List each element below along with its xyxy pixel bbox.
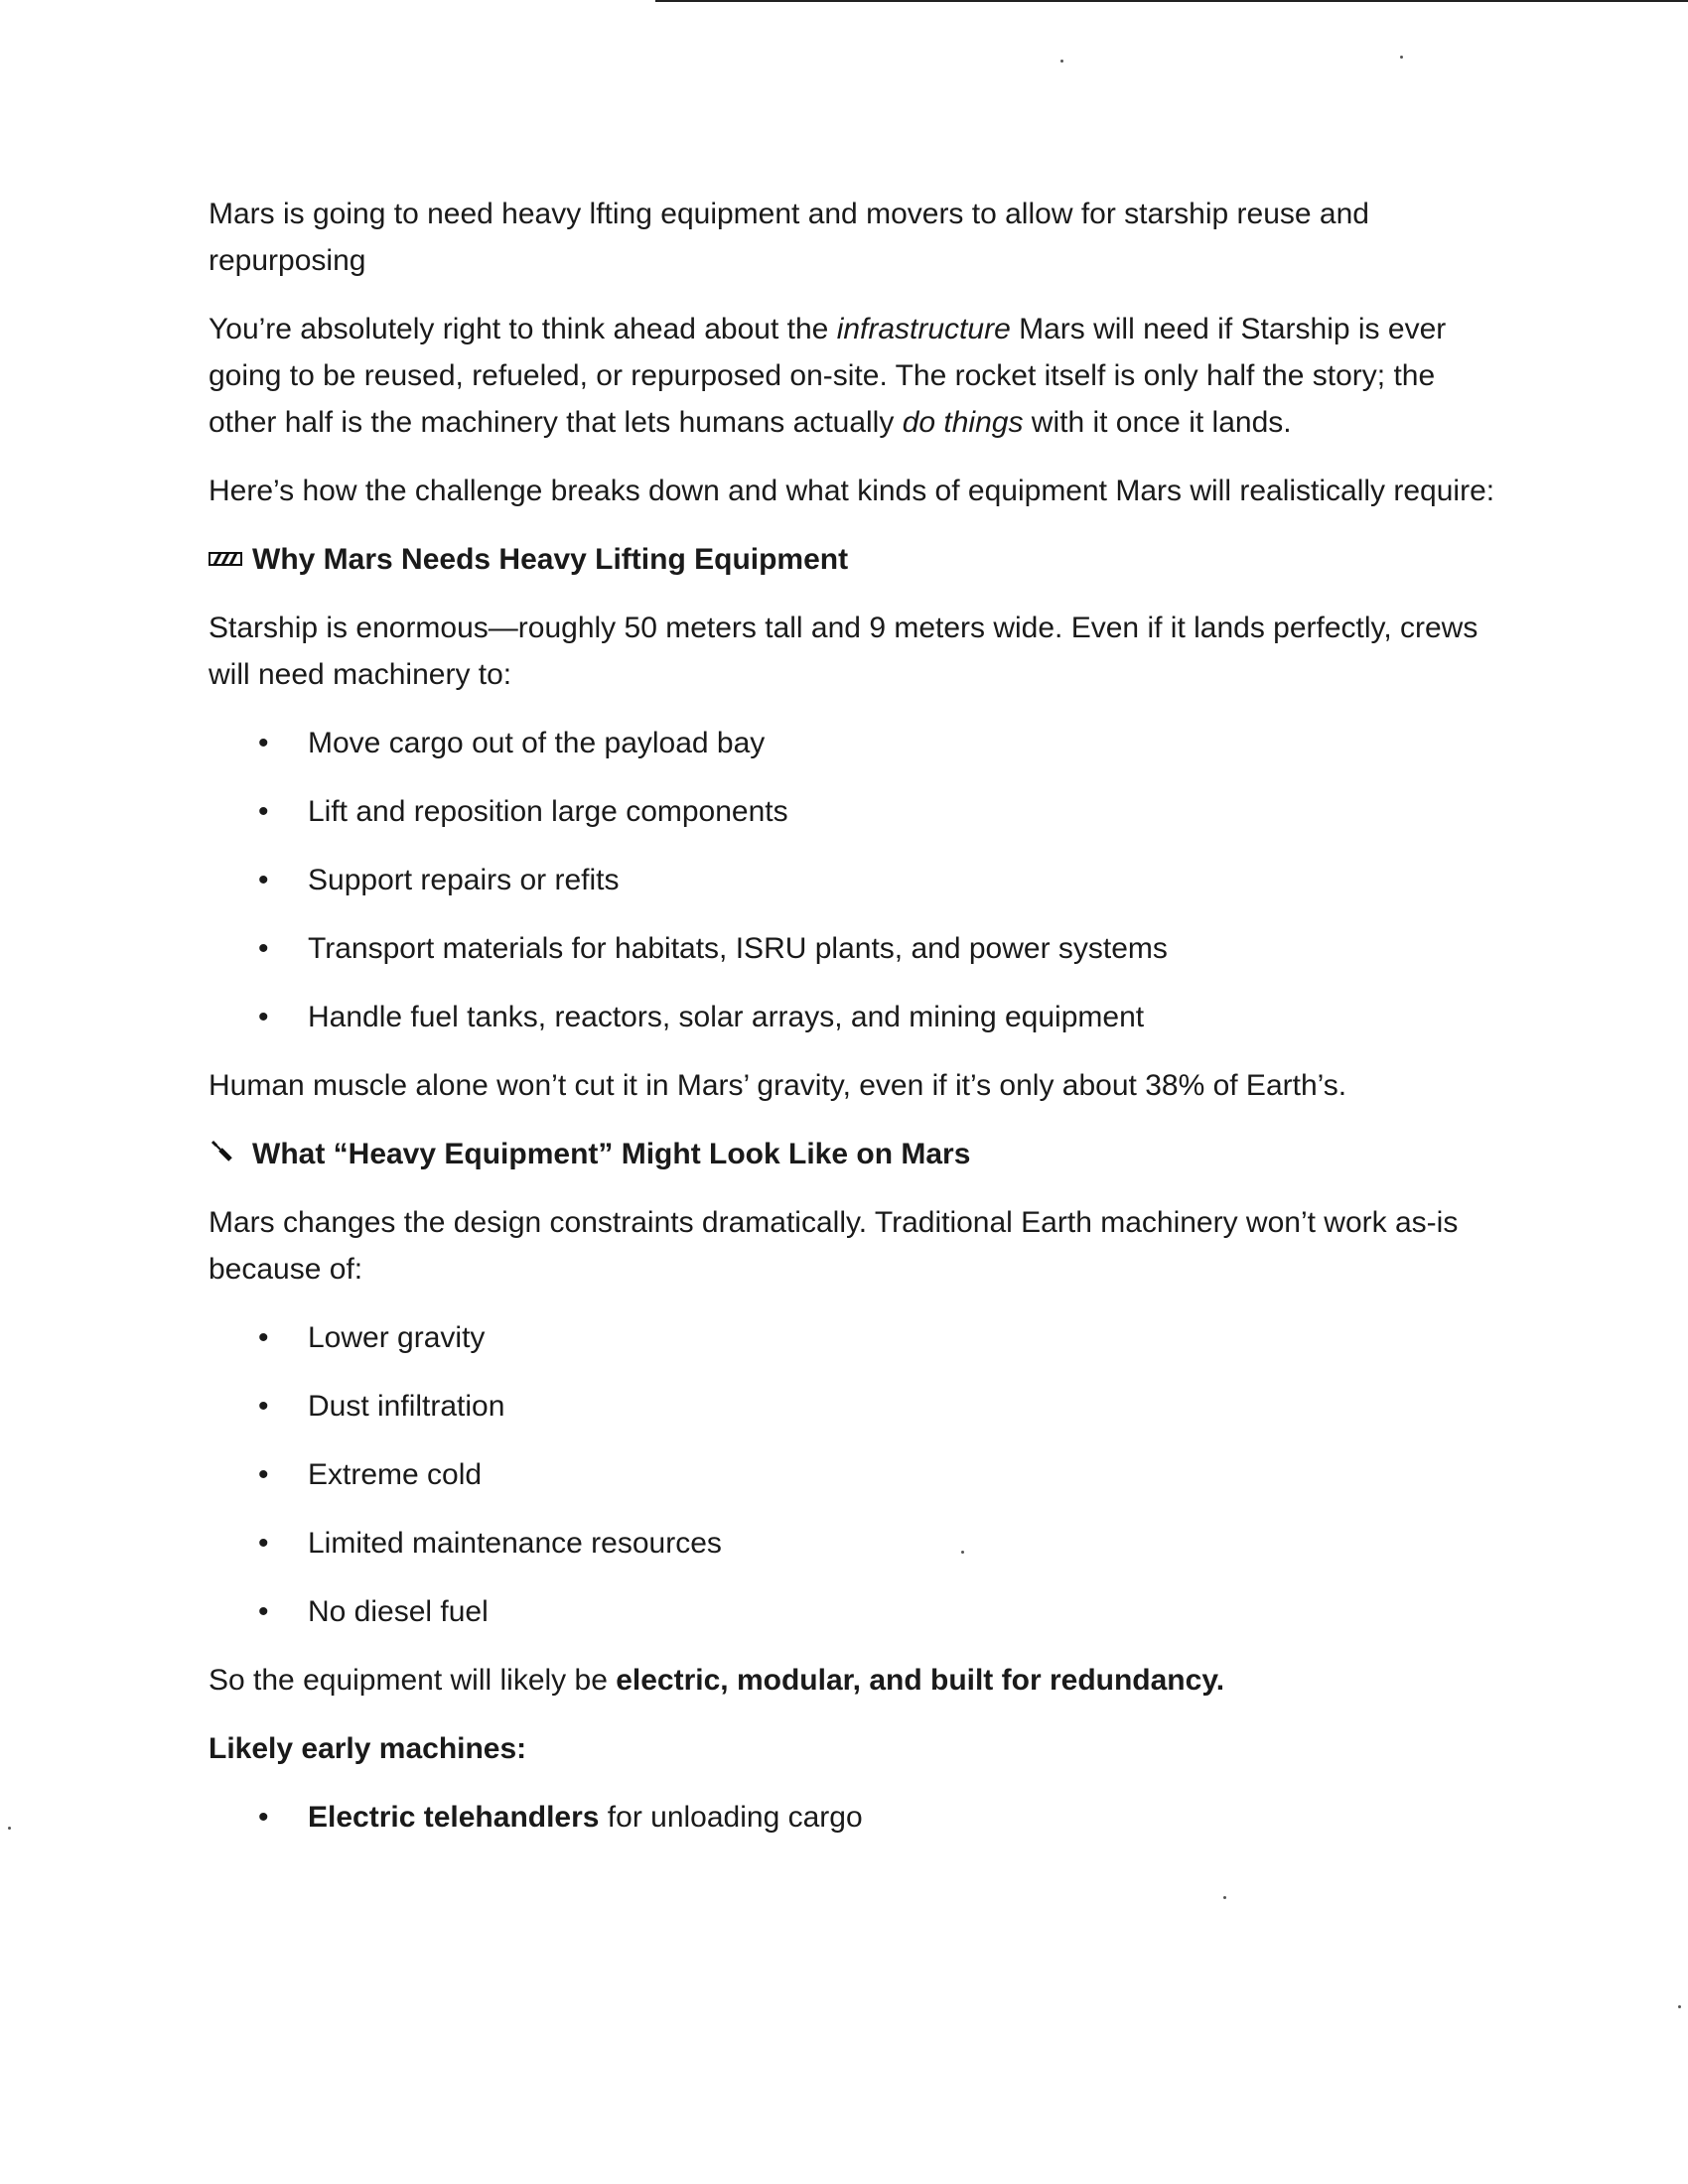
section2-list bbox=[209, 1314, 1499, 1635]
machines-heading-text: Likely early machines: bbox=[209, 1732, 527, 1765]
section1-paragraph: Starship is enormous—roughly 50 meters tall and 9 meters wide. Even if it lands perfectly, crews will need machinery to: bbox=[209, 612, 1478, 691]
section2-summary bbox=[209, 1657, 1499, 1704]
summary-text: So the equipment will likely be bbox=[209, 1664, 617, 1697]
scan-top-edge bbox=[655, 0, 1688, 2]
list-item: • No diesel fuel bbox=[308, 1588, 1499, 1635]
machines-list bbox=[209, 1794, 1499, 1841]
section-heading-what-text: What “Heavy Equipment” Might Look Like on Mars bbox=[252, 1138, 971, 1170]
list-item: • Move cargo out of the payload bay bbox=[308, 720, 1499, 766]
section-heading-what bbox=[209, 1131, 1499, 1177]
scan-speck bbox=[961, 1551, 964, 1554]
machine-desc: for unloading cargo bbox=[599, 1801, 863, 1834]
scan-speck bbox=[1400, 56, 1403, 59]
document-page bbox=[209, 191, 1499, 1862]
intro-paragraph bbox=[209, 306, 1499, 446]
list-item: • Transport materials for habitats, ISRU plants, and power systems bbox=[308, 925, 1499, 972]
list-item bbox=[308, 1794, 1499, 1841]
scan-speck bbox=[8, 1827, 11, 1830]
machine-name: Electric telehandlers bbox=[308, 1801, 600, 1834]
intro-text-3: with it once it lands. bbox=[1023, 406, 1292, 439]
section2-paragraph: Mars changes the design constraints dramatically. Traditional Earth machinery won’t work as-is because of: bbox=[209, 1206, 1459, 1286]
intro-paragraph-2: Here’s how the challenge breaks down and what kinds of equipment Mars will realistically require: bbox=[209, 475, 1495, 507]
list-item: • Limited maintenance resources bbox=[308, 1520, 1499, 1567]
intro-title: Mars is going to need heavy lfting equipment and movers to allow for starship reuse and repurposing bbox=[209, 198, 1369, 277]
construction-barrier-icon bbox=[209, 536, 252, 583]
section-heading-why bbox=[209, 536, 1499, 583]
list-item: • Handle fuel tanks, reactors, solar arrays, and mining equipment bbox=[308, 994, 1499, 1040]
machines-heading bbox=[209, 1725, 1499, 1772]
scan-speck bbox=[1060, 60, 1063, 63]
emphasis-infrastructure: infrastructure bbox=[836, 313, 1011, 345]
section1-list bbox=[209, 720, 1499, 1040]
list-item: • Dust infiltration bbox=[308, 1383, 1499, 1430]
intro-text-2: Mars will need if Starship is ever going to be reused, refueled, or repurposed on-site. The rocket itself is only half the story; the other half is the machinery that lets humans actually bbox=[209, 313, 1447, 439]
emphasis-do-things: do things bbox=[902, 406, 1024, 439]
list-item: • Support repairs or refits bbox=[308, 857, 1499, 903]
hammer-icon bbox=[209, 1131, 252, 1177]
list-item: • Lift and reposition large components bbox=[308, 788, 1499, 835]
list-item: • Extreme cold bbox=[308, 1451, 1499, 1498]
scan-speck bbox=[1223, 1896, 1226, 1899]
section1-after: Human muscle alone won’t cut it in Mars’ gravity, even if it’s only about 38% of Earth’s. bbox=[209, 1069, 1347, 1102]
section-heading-why-text: Why Mars Needs Heavy Lifting Equipment bbox=[252, 543, 849, 576]
list-item: • Lower gravity bbox=[308, 1314, 1499, 1361]
intro-text-1: You’re absolutely right to think ahead about the bbox=[209, 313, 837, 345]
summary-bold: electric, modular, and built for redundancy. bbox=[616, 1664, 1225, 1697]
scan-speck bbox=[1678, 2005, 1681, 2008]
